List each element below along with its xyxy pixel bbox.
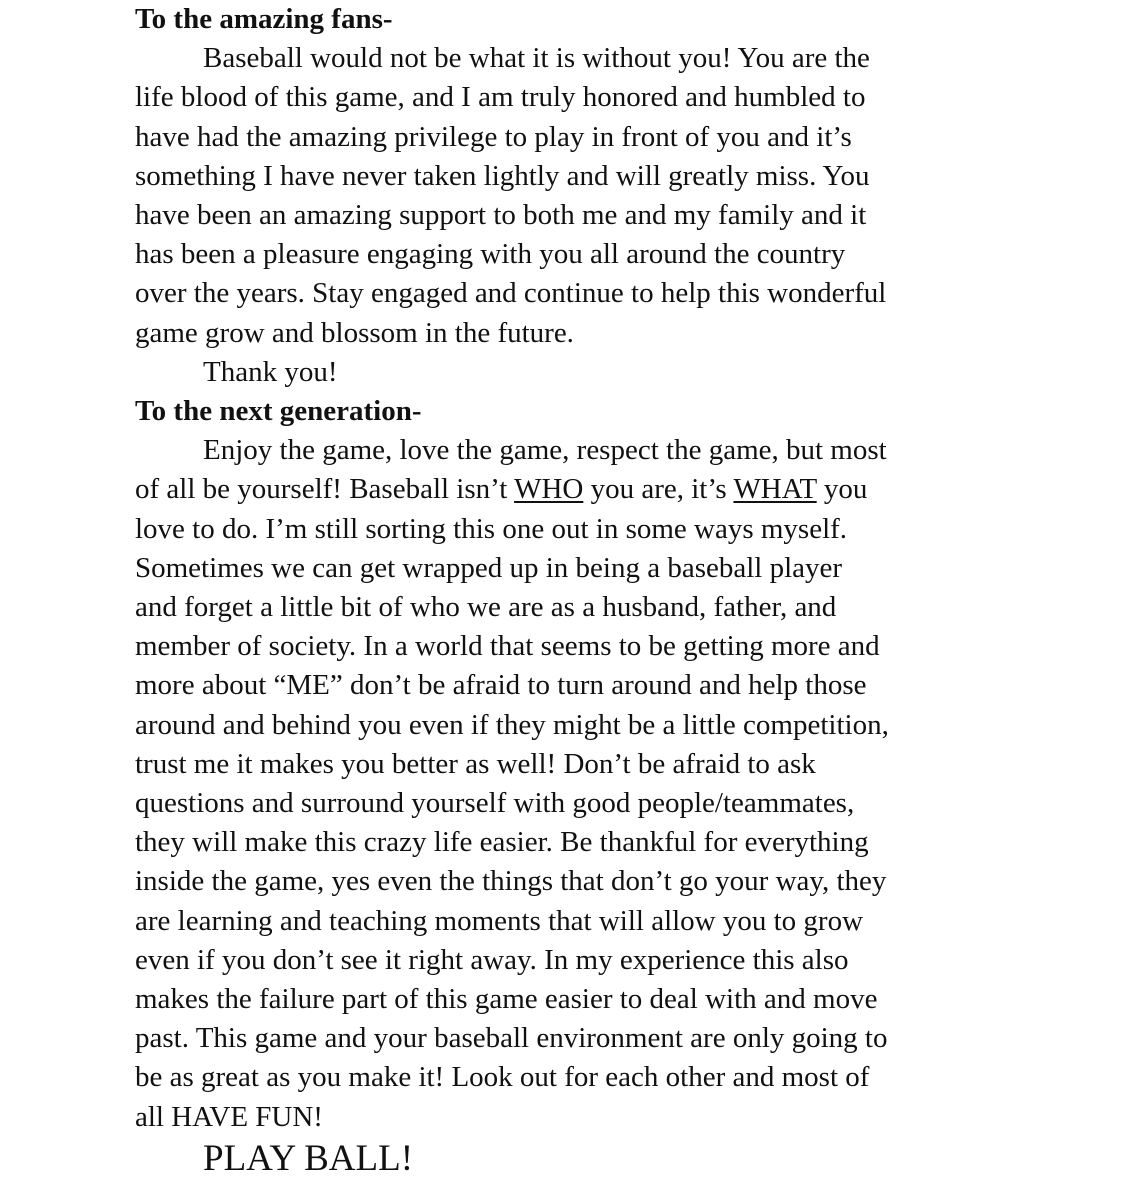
fans-paragraph-line: something I have never taken lightly and will greatly miss. You [135,159,870,192]
next-gen-paragraph-line: member of society. In a world that seems to be getting more and [135,630,880,663]
next-gen-paragraph-line: around and behind you even if they might be a little competition, [135,708,889,741]
next-gen-paragraph-line: be as great as you make it! Look out for each other and most of [135,1061,870,1094]
closing-play-ball: PLAY BALL! [203,1137,414,1179]
next-gen-paragraph-line: questions and surround yourself with good people/teammates, [135,787,855,820]
underlined-who: WHO [514,473,584,506]
fans-paragraph-line: game grow and blossom in the future. [135,316,574,349]
next-gen-paragraph-line-underlined [135,470,1135,509]
next-gen-paragraph-line: Sometimes we can get wrapped up in being a baseball player [135,551,843,584]
fans-paragraph-line: Baseball would not be what it is without you! You are the [203,42,870,75]
next-gen-paragraph-line: love to do. I’m still sorting this one out in some ways myself. [135,512,848,545]
line-text: you are, it’s [583,473,734,506]
next-gen-paragraph-line: inside the game, yes even the things that don’t go your way, they [135,865,887,898]
fans-thanks: Thank you! [203,355,338,388]
next-gen-paragraph-line: Enjoy the game, love the game, respect the game, but most [203,434,887,467]
letter-body [135,0,1135,1181]
fans-paragraph-line: life blood of this game, and I am truly honored and humbled to [135,81,866,114]
fans-paragraph-line: have been an amazing support to both me and my family and it [135,199,867,232]
fans-paragraph-line: have had the amazing privilege to play in front of you and it’s [135,120,852,153]
fans-paragraph-line: over the years. Stay engaged and continue to help this wonderful [135,277,887,310]
next-gen-heading: To the next generation- [135,395,422,428]
next-gen-paragraph-line: even if you don’t see it right away. In my experience this also [135,943,849,976]
next-gen-paragraph-line: past. This game and your baseball environment are only going to [135,1022,888,1055]
next-gen-paragraph-line: more about “ME” don’t be afraid to turn around and help those [135,669,867,702]
next-gen-paragraph-line: makes the failure part of this game easier to deal with and move [135,983,878,1016]
next-gen-paragraph-line: they will make this crazy life easier. Be thankful for everything [135,826,869,859]
next-gen-paragraph-line: are learning and teaching moments that will allow you to grow [135,904,864,937]
fans-paragraph-line: has been a pleasure engaging with you all around the country [135,238,846,271]
next-gen-paragraph-line: trust me it makes you better as well! Don’t be afraid to ask [135,747,816,780]
underlined-what: WHAT [733,473,817,506]
line-text: of all be yourself! Baseball isn’t [135,473,515,506]
next-gen-paragraph-line: and forget a little bit of who we are as a husband, father, and [135,591,837,624]
fans-heading: To the amazing fans- [135,3,393,35]
next-gen-paragraph-line: all HAVE FUN! [135,1100,323,1133]
line-text: you [816,473,868,506]
